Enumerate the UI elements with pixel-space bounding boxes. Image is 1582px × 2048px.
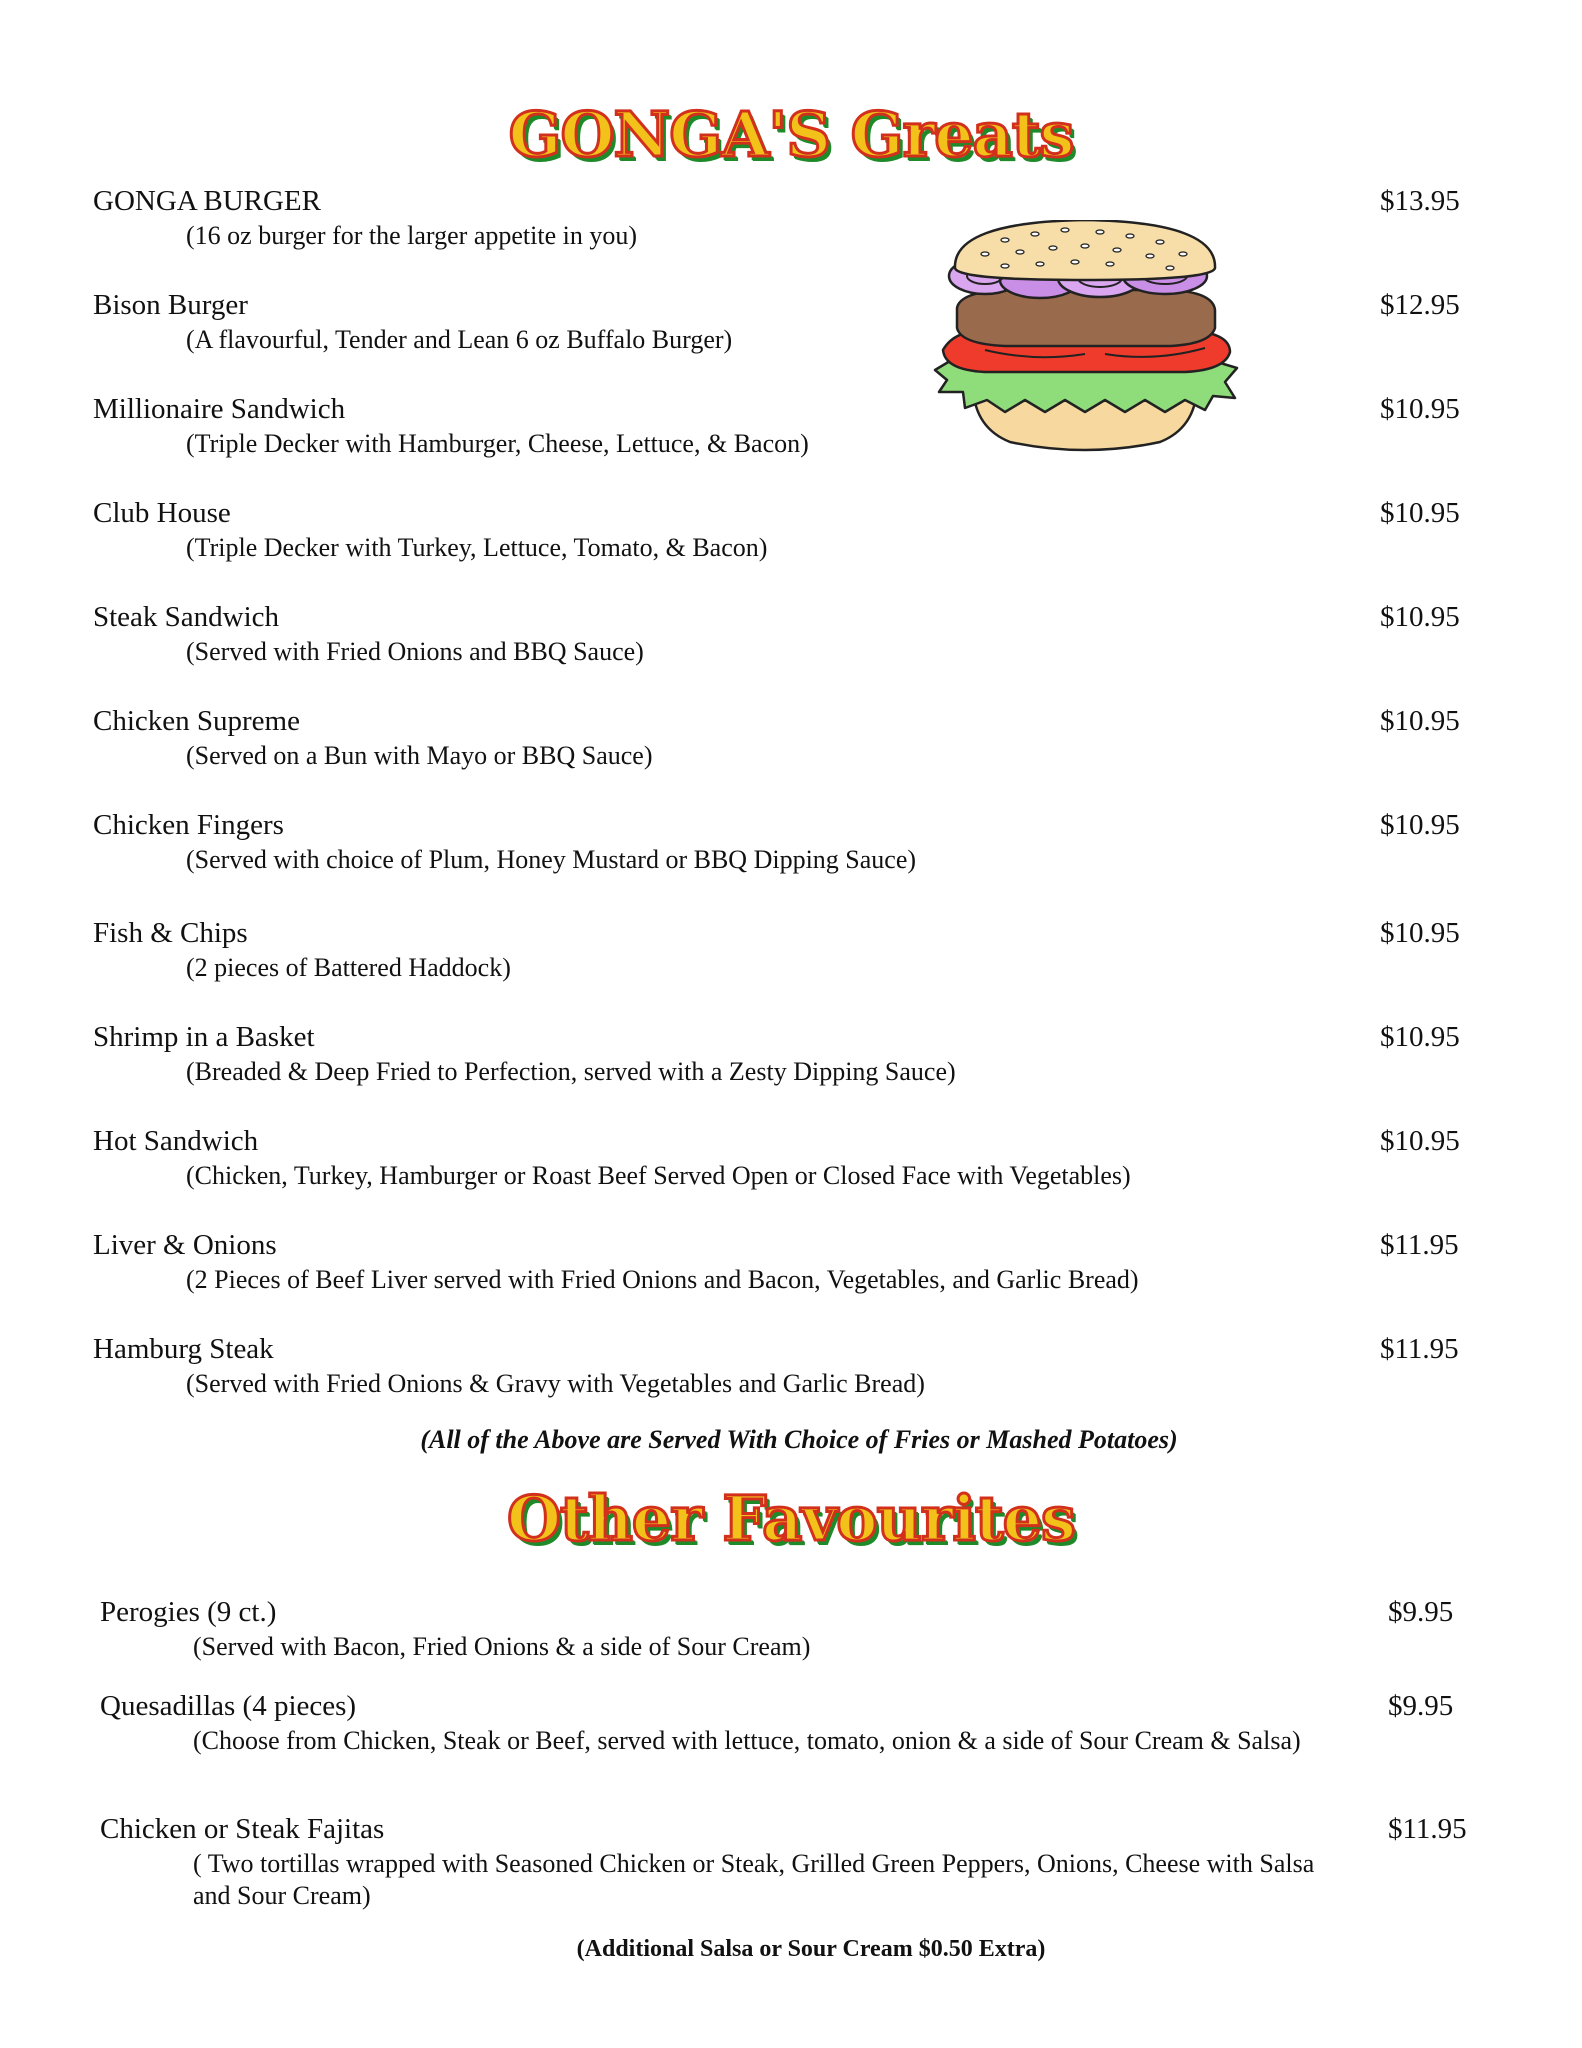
item-name: Chicken or Steak Fajitas [100, 1813, 385, 1845]
item-price: $10.95 [1380, 393, 1460, 425]
item-price: $10.95 [1380, 917, 1460, 949]
item-price: $9.95 [1388, 1596, 1454, 1628]
item-description: (Chicken, Turkey, Hamburger or Roast Beef Served Open or Closed Face with Vegetables) [186, 1161, 1131, 1190]
item-name: Hamburg Steak [93, 1333, 274, 1365]
item-price: $11.95 [1388, 1813, 1467, 1845]
section-title-greats: GONGA'S Greats [508, 98, 1074, 171]
item-price: $10.95 [1380, 497, 1460, 529]
item-name: Steak Sandwich [93, 601, 280, 633]
item-description: (Served with choice of Plum, Honey Mustard or BBQ Dipping Sauce) [186, 845, 917, 874]
item-price: $9.95 [1388, 1690, 1454, 1722]
item-description: (2 Pieces of Beef Liver served with Fried Onions and Bacon, Vegetables, and Garlic Bread) [186, 1265, 1139, 1294]
item-description: (Served with Fried Onions & Gravy with Vegetables and Garlic Bread) [186, 1369, 925, 1398]
item-price: $11.95 [1380, 1229, 1459, 1261]
item-description: ( Two tortillas wrapped with Seasoned Chicken or Steak, Grilled Green Peppers, Onions, Cheese with Salsa and Sour Cream) [193, 1849, 1315, 1910]
item-price: $13.95 [1380, 185, 1460, 217]
item-description: (Served with Fried Onions and BBQ Sauce) [186, 637, 644, 666]
item-name: Fish & Chips [93, 917, 248, 949]
item-price: $12.95 [1380, 289, 1460, 321]
item-description: (A flavourful, Tender and Lean 6 oz Buffalo Burger) [186, 325, 733, 354]
section-title-favourites: Other Favourites [507, 1482, 1075, 1555]
item-description: (Served on a Bun with Mayo or BBQ Sauce) [186, 741, 653, 770]
item-price: $10.95 [1380, 809, 1460, 841]
burger-icon [925, 220, 1245, 470]
item-description: (Triple Decker with Turkey, Lettuce, Tomato, & Bacon) [186, 533, 768, 562]
item-description: (Served with Bacon, Fried Onions & a side of Sour Cream) [193, 1632, 811, 1661]
item-price: $11.95 [1380, 1333, 1459, 1365]
item-name: Club House [93, 497, 231, 529]
item-name: GONGA BURGER [93, 185, 321, 217]
item-name: Perogies (9 ct.) [100, 1596, 277, 1628]
item-name: Millionaire Sandwich [93, 393, 346, 425]
item-description: (2 pieces of Battered Haddock) [186, 953, 511, 982]
item-name: Shrimp in a Basket [93, 1021, 315, 1053]
item-description: (16 oz burger for the larger appetite in you) [186, 221, 637, 250]
item-description: (Breaded & Deep Fried to Perfection, served with a Zesty Dipping Sauce) [186, 1057, 956, 1086]
item-description: (Triple Decker with Hamburger, Cheese, Lettuce, & Bacon) [186, 429, 809, 458]
item-name: Liver & Onions [93, 1229, 277, 1261]
item-price: $10.95 [1380, 1021, 1460, 1053]
item-name: Hot Sandwich [93, 1125, 259, 1157]
item-price: $10.95 [1380, 601, 1460, 633]
item-name: Chicken Supreme [93, 705, 300, 737]
item-name: Bison Burger [93, 289, 248, 321]
item-name: Chicken Fingers [93, 809, 284, 841]
item-price: $10.95 [1380, 705, 1460, 737]
item-description: (Choose from Chicken, Steak or Beef, served with lettuce, tomato, onion & a side of Sour Cream & Salsa) [193, 1726, 1301, 1755]
item-name: Quesadillas (4 pieces) [100, 1690, 357, 1722]
item-price: $10.95 [1380, 1125, 1460, 1157]
favourites-footnote: (Additional Salsa or Sour Cream $0.50 Extra) [576, 1936, 1046, 1962]
greats-footnote: (All of the Above are Served With Choice of Fries or Mashed Potatoes) [420, 1425, 1178, 1454]
